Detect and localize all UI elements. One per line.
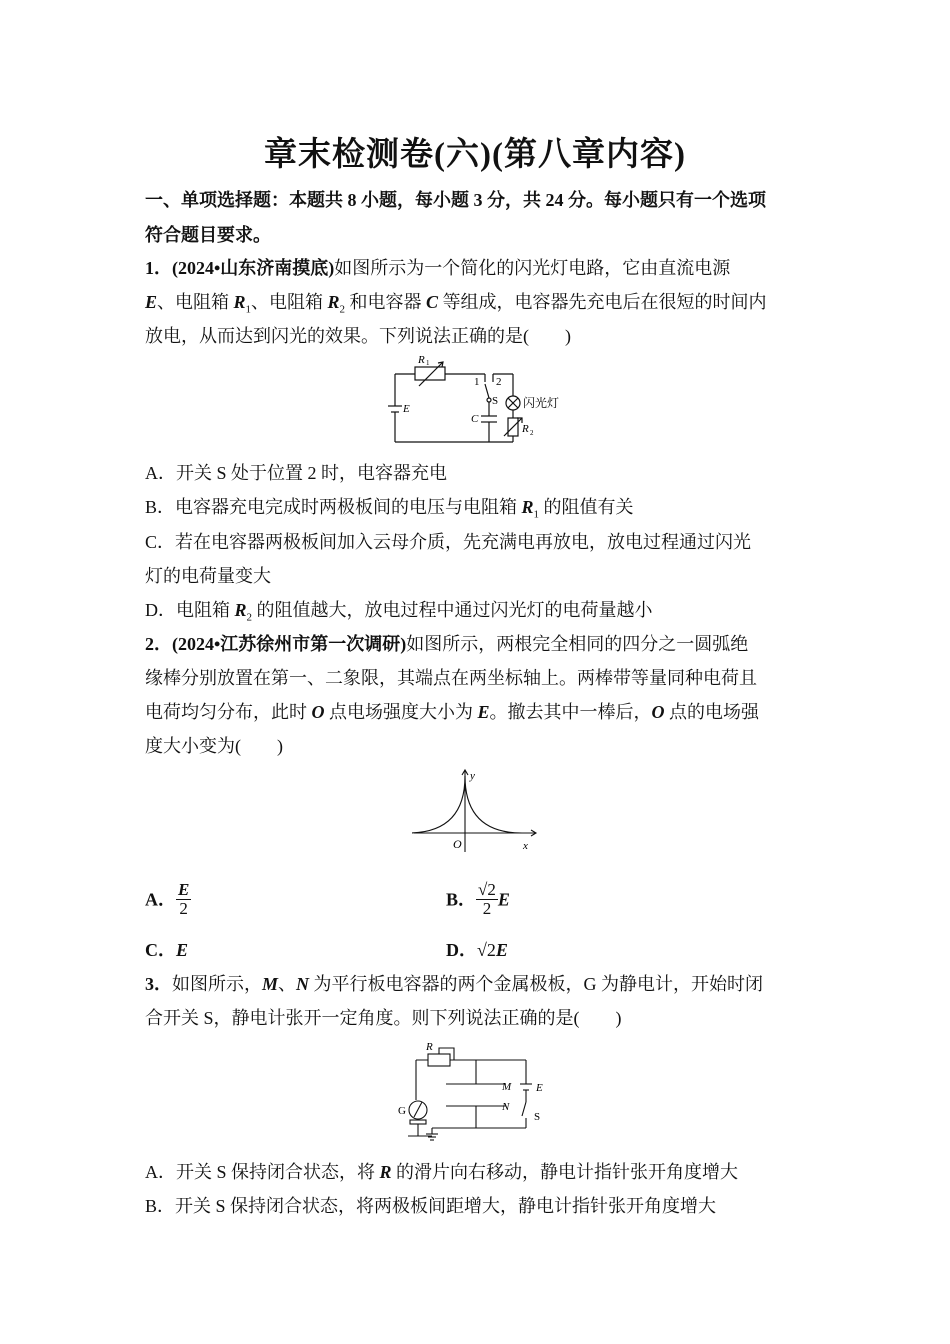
q3-text1c: 为平行板电容器的两个金属极板，G 为静电计，开始时闭: [309, 974, 764, 994]
q1-fig-label-lamp: 闪光灯: [523, 396, 560, 410]
q1-text2d: 等组成，电容器先充电后在很短的时间内: [438, 292, 767, 312]
q1-fig-label-r1: R: [418, 354, 425, 366]
q3-line2: 合开关 S，静电计张开一定角度。则下列说法正确的是( ): [145, 1008, 622, 1028]
q2-text3a: 电荷均匀分布，此时: [145, 702, 312, 722]
q3-line1: [145, 974, 815, 994]
section-header-line1: 一、单项选择题：本题共 8 小题，每小题 3 分，共 24 分。每小题只有一个选项: [145, 190, 766, 210]
q2-arc-figure: [412, 766, 542, 856]
q2-option-a-fraction: [176, 881, 191, 918]
q1-text2a: 、电阻箱: [157, 292, 234, 312]
q1-sym-e: E: [145, 292, 158, 312]
q2-option-c-label: C．: [145, 940, 176, 960]
q1-number: 1．: [145, 258, 172, 278]
q1-option-c-line2: 灯的电荷量变大: [145, 566, 271, 586]
q1-fig-label-c: C: [471, 413, 479, 425]
q1-text2b: 、电阻箱: [251, 292, 328, 312]
q2-line2: 缘棒分别放置在第一、二象限，其端点在两坐标轴上。两棒带等量同种电荷且: [145, 668, 757, 688]
q3-fig-label-g: G: [398, 1105, 406, 1117]
q2-option-d-value: √2: [477, 940, 496, 960]
q2-text3d: 点的电场强: [664, 702, 760, 722]
q1-line2: [145, 292, 815, 320]
q2-sym-o2: O: [651, 702, 665, 722]
q2-option-a-label: A．: [145, 889, 176, 910]
q1-fig-label-r2-sub: 2: [530, 429, 534, 437]
q2-sym-o1: O: [311, 702, 325, 722]
q3-fig-label-s: S: [534, 1111, 541, 1123]
q2-line3: [145, 702, 815, 722]
q3-fig-label-m: M: [502, 1081, 512, 1093]
q1-sub2: 2: [339, 303, 346, 316]
q1-source: (2024•山东济南摸底): [172, 258, 335, 278]
q1-fig-label-s: S: [492, 395, 499, 407]
q1-fig-label-r1-sub: 1: [426, 359, 430, 367]
q2-option-b-denominator: 2: [482, 899, 492, 918]
q3-option-a-sym: R: [379, 1162, 392, 1182]
q3-option-a: [145, 1162, 815, 1182]
page-title: 章末检测卷(六)(第八章内容): [264, 137, 686, 173]
q2-option-b-label: B．: [446, 889, 477, 910]
q1-line1: [145, 258, 815, 278]
section-header-line2: 符合题目要求。: [145, 225, 271, 245]
q3-option-b: B．开关 S 保持闭合状态，将两极板间距增大，静电计指针张开角度增大: [145, 1196, 717, 1216]
q1-circuit-figure: [385, 352, 575, 450]
q3-option-a-text1: A．开关 S 保持闭合状态，将: [145, 1162, 380, 1182]
q1-option-d-sym: R: [234, 600, 247, 620]
q3-fig-label-e: E: [536, 1082, 543, 1094]
q2-option-d-label: D．: [446, 940, 477, 960]
q1-option-b-text1: B．电容器充电完成时两极板间的电压与电阻箱: [145, 497, 522, 517]
q1-option-d-text1: D．电阻箱: [145, 600, 235, 620]
q1-sym-r2: R: [327, 292, 340, 312]
q2-fig-label-y: y: [470, 770, 475, 782]
q2-option-a-denominator: 2: [179, 899, 188, 918]
q2-option-a-numerator: E: [178, 880, 190, 899]
q2-option-d: [446, 940, 508, 960]
q1-option-d: [145, 600, 815, 628]
q2-text1: 如图所示，两根完全相同的四分之一圆弧绝: [406, 634, 749, 654]
q3-text1a: 如图所示，: [172, 974, 262, 994]
q2-option-b-sym: E: [497, 889, 510, 910]
q3-fig-label-r: R: [426, 1041, 433, 1053]
q1-sym-c: C: [426, 292, 439, 312]
q2-option-c: [145, 940, 188, 960]
q2-line4: 度大小变为( ): [145, 736, 283, 756]
q1-option-a: A．开关 S 处于位置 2 时，电容器充电: [145, 463, 448, 483]
q1-text1: 如图所示为一个简化的闪光灯电路，它由直流电源: [334, 258, 731, 278]
q1-fig-label-e: E: [403, 403, 410, 415]
q1-line3: 放电，从而达到闪光的效果。下列说法正确的是( ): [145, 326, 571, 346]
q2-option-a: [145, 881, 191, 918]
q2-sym-e: E: [477, 702, 490, 722]
q2-option-b: [446, 881, 510, 918]
q2-fig-label-x: x: [523, 840, 528, 852]
q3-text1b: 、: [278, 974, 297, 994]
q1-option-c-line1: C．若在电容器两极板间加入云母介质，先充满电再放电，放电过程通过闪光: [145, 532, 752, 552]
q3-fig-label-n: N: [502, 1101, 510, 1113]
q1-option-d-sub: 2: [246, 611, 253, 624]
q3-sym-n: N: [296, 974, 310, 994]
q1-sym-r1: R: [233, 292, 246, 312]
q1-text2c: 和电容器: [345, 292, 427, 312]
q2-line1: [145, 634, 815, 654]
q1-fig-label-r2: R: [522, 423, 529, 435]
q2-fig-label-o: O: [453, 837, 462, 851]
q2-option-d-sym: E: [495, 940, 508, 960]
q1-option-b-sym: R: [521, 497, 534, 517]
q1-fig-label-pos1: 1: [474, 376, 480, 388]
q3-number: 3．: [145, 974, 172, 994]
q1-option-b-sub: 1: [533, 508, 540, 521]
q2-source: (2024•江苏徐州市第一次调研): [172, 634, 407, 654]
q1-option-b-text2: 的阻值有关: [539, 497, 634, 517]
q1-option-d-text2: 的阻值越大，放电过程中通过闪光灯的电荷量越小: [252, 600, 653, 620]
q1-fig-label-pos2: 2: [496, 376, 502, 388]
q3-capacitor-figure: [396, 1038, 556, 1142]
q2-text3b: 点电场强度大小为: [324, 702, 478, 722]
q3-option-a-text2: 的滑片向右移动，静电计指针张开角度增大: [391, 1162, 739, 1182]
q2-option-b-numerator: √2: [478, 880, 496, 899]
q1-option-b: [145, 497, 815, 525]
q2-number: 2．: [145, 634, 172, 654]
q3-sym-m: M: [262, 974, 279, 994]
q1-sub1: 1: [245, 303, 252, 316]
q2-option-c-value: E: [176, 940, 189, 960]
q2-text3c: 。撤去其中一棒后，: [489, 702, 652, 722]
q2-option-b-fraction: [476, 881, 498, 918]
